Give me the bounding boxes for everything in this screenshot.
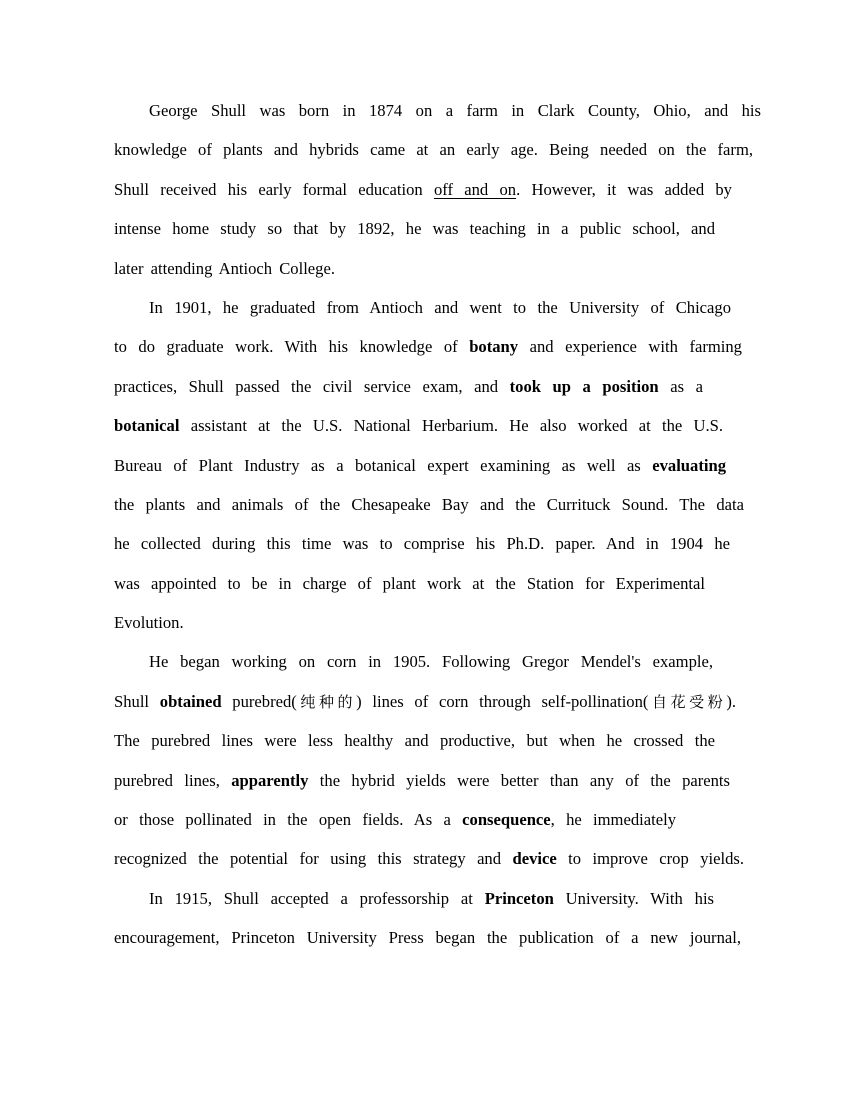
bold-term: took up a position [509,376,659,396]
bold-term: evaluating [652,455,726,475]
text-line: the plants and animals of the Chesapeake Bay and the Currituck Sound. The data [114,494,744,514]
text-line: knowledge of plants and hybrids came at an early age. Being needed on the farm, [114,140,753,160]
paragraph-1 [114,94,761,291]
chinese-gloss: 纯种的 [296,692,357,711]
text-line: The purebred lines were less healthy and productive, but when he crossed the [114,731,715,751]
text-line: In 1915, Shull accepted a professorship at Princeton University. With his [149,888,714,908]
underlined-phrase: off and on [433,179,517,199]
text-line: In 1901, he graduated from Antioch and went to the University of Chicago [149,297,731,317]
text-line: He began working on corn in 1905. Following Gregor Mendel's example, [149,652,713,672]
bold-term: botanical [114,416,180,436]
text-line: practices, Shull passed the civil service exam, and took up a position as a [114,376,703,396]
paragraph-3 [114,645,754,881]
text-line: George Shull was born in 1874 on a farm in Clark County, Ohio, and his [149,101,761,120]
text-line: recognized the potential for using this strategy and device to improve crop yields. [114,849,744,869]
bold-term: device [512,849,557,869]
bold-term: obtained [159,691,222,711]
text-line: he collected during this time was to comprise his Ph.D. paper. And in 1904 he [114,534,730,554]
text-line: intense home study so that by 1892, he was teaching in a public school, and [114,219,715,239]
text-line: botanical assistant at the U.S. National Herbarium. He also worked at the U.S. [114,416,723,436]
text-line: Bureau of Plant Industry as a botanical expert examining as well as evaluating [114,455,726,475]
bold-term: botany [469,337,519,357]
paragraph-4 [114,882,754,961]
text-line: Shull received his early formal education off and on. However, it was added by [114,179,732,199]
bold-term: consequence [462,810,551,830]
text-line: Evolution. [114,613,184,633]
text-line: later attending Antioch College. [114,258,335,278]
chinese-gloss: 自花受粉 [648,692,727,711]
document-page [114,94,761,961]
text-line: was appointed to be in charge of plant work at the Station for Experimental [114,573,705,593]
text-line: or those pollinated in the open fields. As a consequence, he immediately [114,810,676,830]
text-line: to do graduate work. With his knowledge of botany and experience with farming [114,337,742,357]
text-line: Shull obtained purebred(纯种的) lines of corn through self-pollination(自花受粉). [114,691,736,711]
bold-term: Princeton [484,888,554,908]
text-line: purebred lines, apparently the hybrid yields were better than any of the parents [114,770,730,790]
paragraph-2 [114,291,754,646]
bold-term: apparently [231,770,309,790]
text-line: encouragement, Princeton University Press began the publication of a new journal, [114,928,741,948]
